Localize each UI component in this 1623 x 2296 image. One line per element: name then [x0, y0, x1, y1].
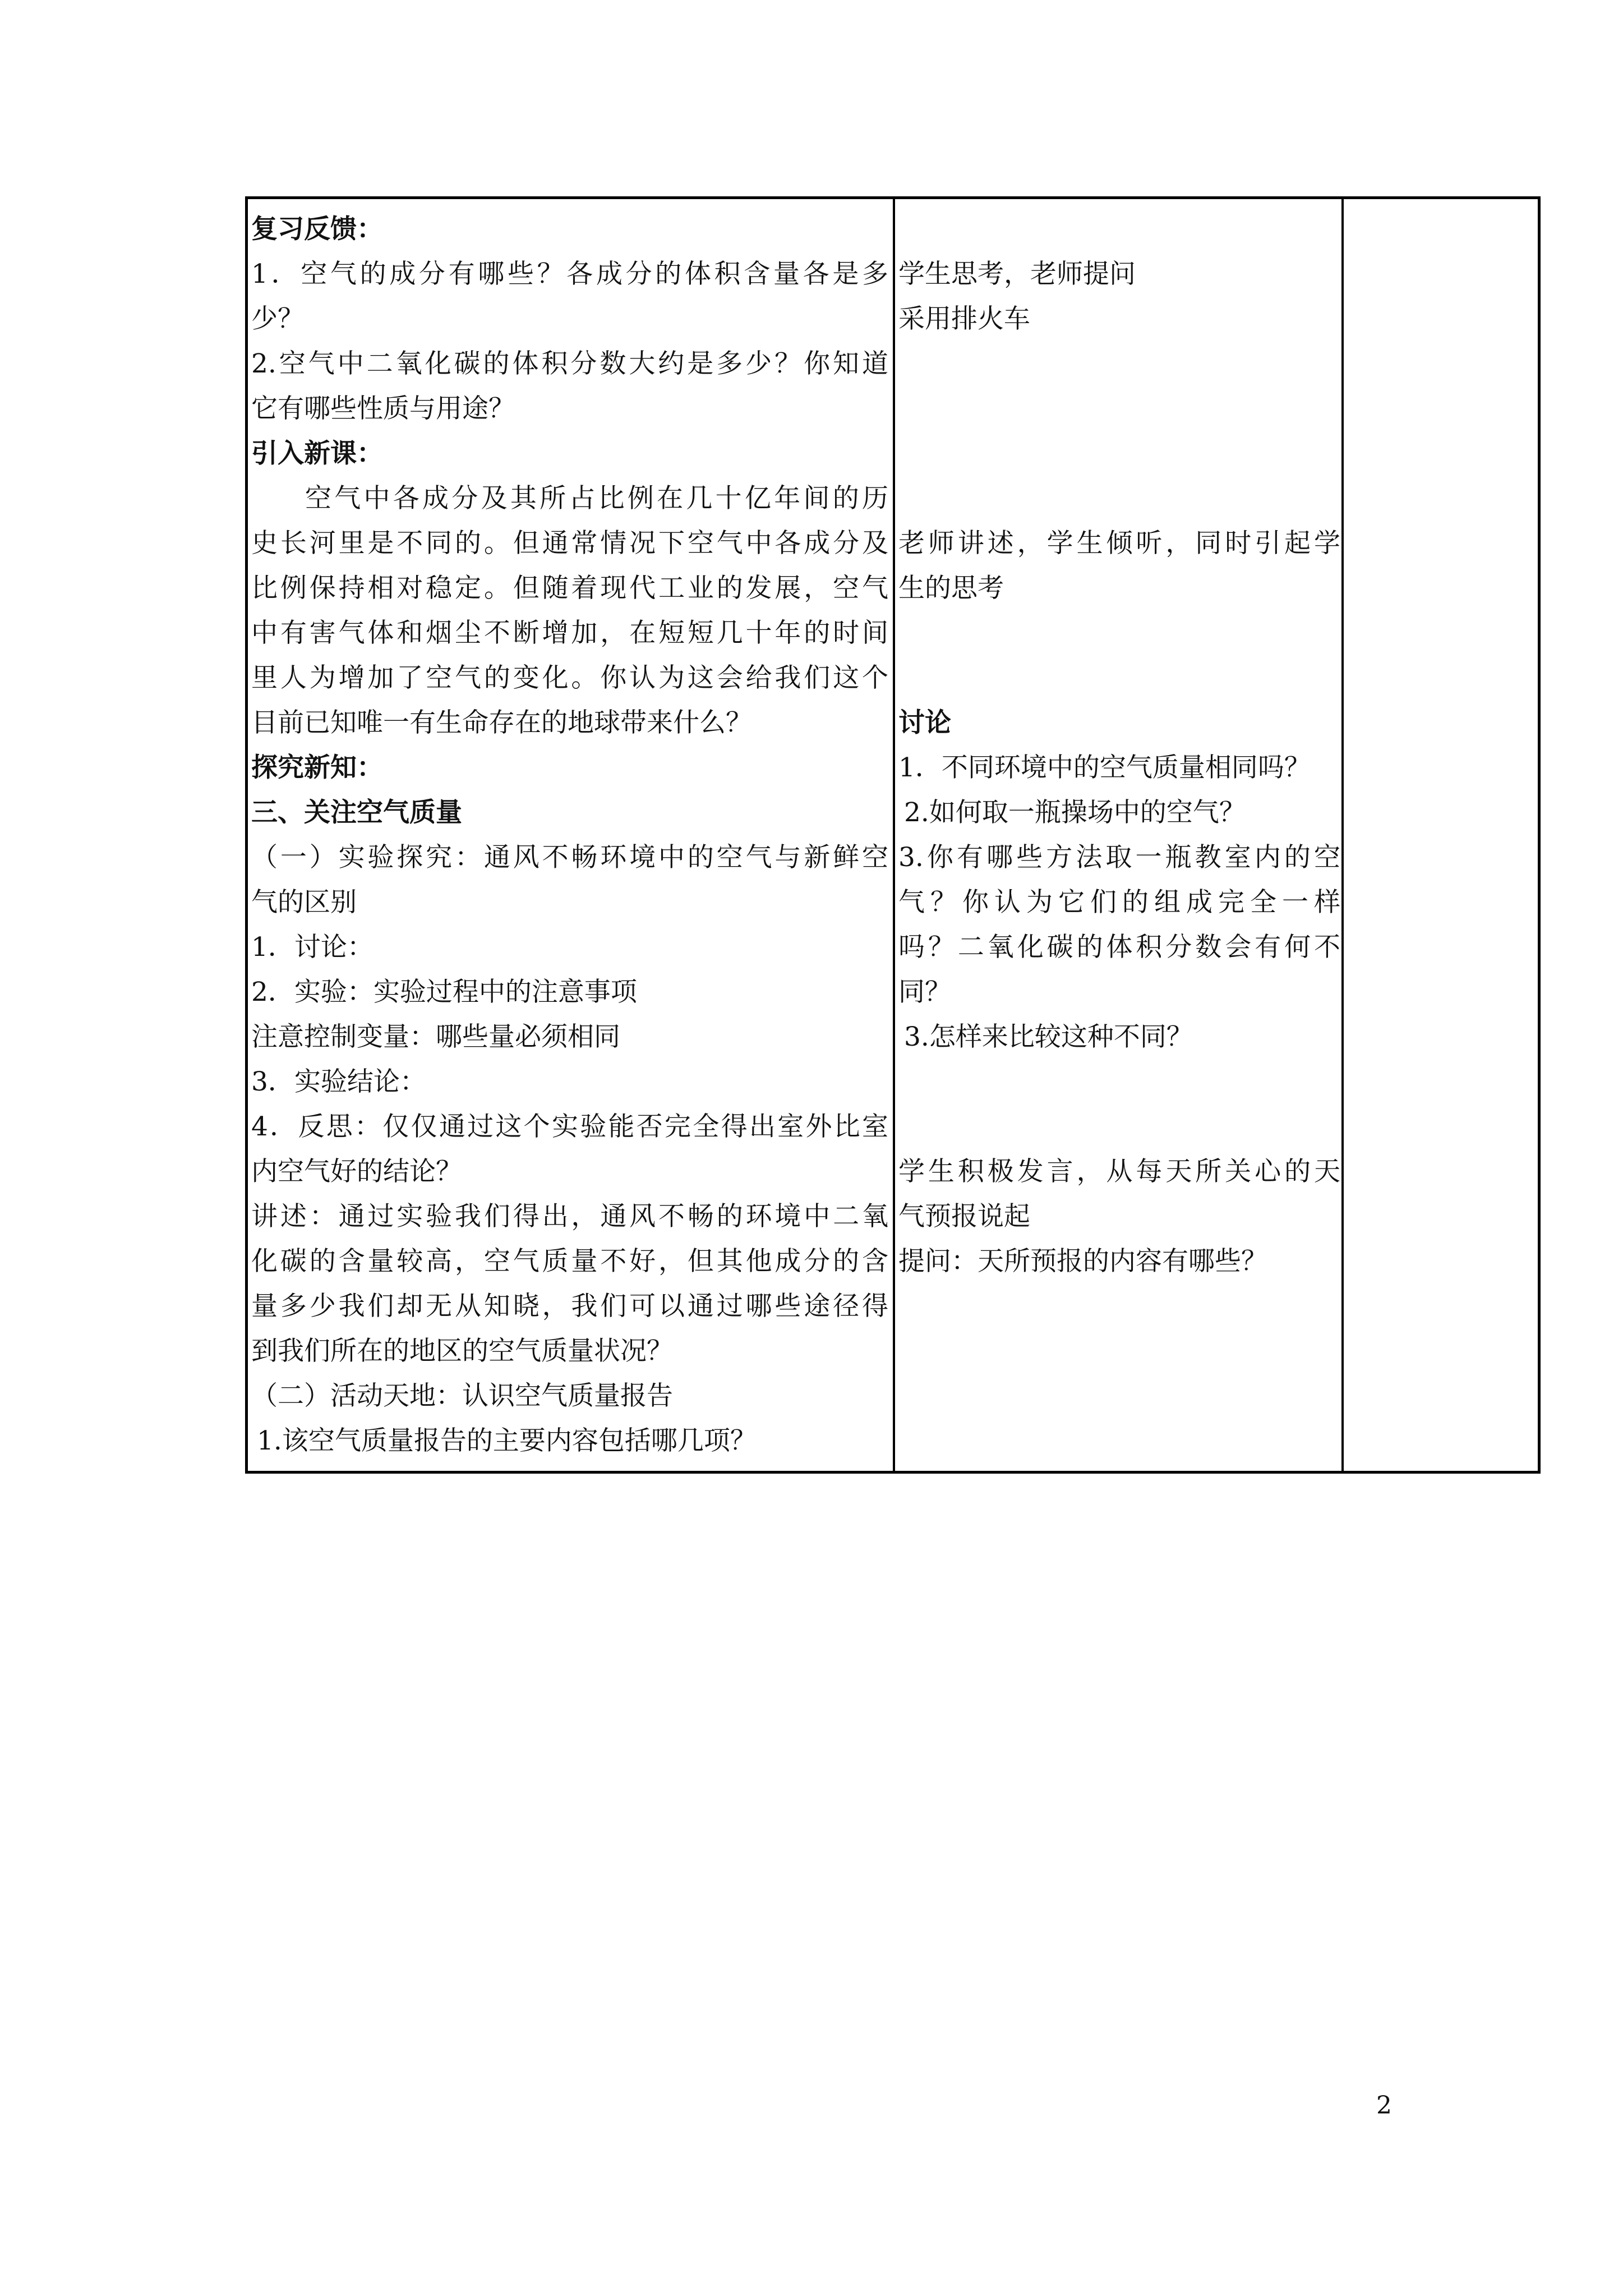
col2-line: 3.怎样来比较这种不同？: [904, 1022, 1193, 1052]
col1-line: 气的区别: [251, 887, 357, 918]
col2-line: 气？你认为它们的组成完全一样: [898, 887, 1340, 918]
col2-line: [898, 386, 1340, 431]
col2-line: 2.如何取一瓶操场中的空气？: [904, 797, 1246, 828]
col1-line: 3．实验结论：: [251, 1066, 426, 1097]
col2-line: 学生积极发言，从每天所关心的天: [898, 1156, 1340, 1187]
col2-line: 采用排火车: [898, 303, 1030, 334]
col1-line: 量多少我们却无从知晓，我们可以通过哪些途径得: [251, 1291, 888, 1322]
col2-line: 讨论: [898, 707, 951, 738]
col2-line: [898, 1105, 1340, 1149]
col1-line: 中有害气体和烟尘不断增加，在短短几十年的时间: [251, 618, 888, 648]
col1-line: 注意控制变量：哪些量必须相同: [251, 1022, 620, 1052]
col2-line: [898, 207, 1340, 252]
col2-line: 3.你有哪些方法取一瓶教室内的空: [898, 842, 1340, 873]
col1-line: 目前已知唯一有生命存在的地球带来什么？: [251, 707, 752, 738]
col2-line: 气预报说起: [898, 1201, 1030, 1232]
col1-line: 史长河里是不同的。但通常情况下空气中各成分及: [251, 528, 888, 559]
col2-line: 吗？二氧化碳的体积分数会有何不: [898, 932, 1340, 963]
col1-line: 到我们所在的地区的空气质量状况？: [251, 1336, 673, 1366]
col1-line: 讲述：通过实验我们得出，通风不畅的环境中二氧: [251, 1201, 888, 1232]
col1-line: （一）实验探究：通风不畅环境中的空气与新鲜空: [251, 842, 888, 873]
column-divider-2: [1341, 199, 1344, 1471]
col1-line: 1．空气的成分有哪些？各成分的体积含量各是多: [251, 259, 888, 289]
col1-line: 探究新知：: [251, 752, 383, 783]
col1-line: 1．讨论：: [251, 932, 374, 963]
teacher-student-activity-column: [895, 199, 1344, 1284]
col1-line: 2．实验：实验过程中的注意事项: [251, 977, 637, 1007]
lesson-plan-table: [245, 196, 1541, 1474]
col2-line: 提问：天所预报的内容有哪些？: [898, 1246, 1267, 1277]
page-number: 2: [1376, 2091, 1392, 2120]
col1-line: 空气中各成分及其所占比例在几十亿年间的历: [305, 483, 888, 514]
col1-line: 2.空气中二氧化碳的体积分数大约是多少？你知道: [251, 348, 888, 379]
col1-line: 1.该空气质量报告的主要内容包括哪几项？: [257, 1425, 757, 1456]
col1-line: 它有哪些性质与用途？: [251, 393, 515, 424]
col1-line: 化碳的含量较高，空气质量不好，但其他成分的含: [251, 1246, 888, 1277]
teaching-content-column: [248, 199, 893, 1464]
col2-line: [898, 1060, 1340, 1105]
col2-line: 生的思考: [898, 573, 1004, 604]
col1-line: 里人为增加了空气的变化。你认为这会给我们这个: [251, 662, 888, 693]
col2-line: 1．不同环境中的空气质量相同吗？: [898, 752, 1311, 783]
col2-line: [898, 656, 1340, 701]
col2-line: [898, 431, 1340, 476]
col1-line: 比例保持相对稳定。但随着现代工业的发展，空气: [251, 573, 888, 604]
col1-line: 内空气好的结论？: [251, 1156, 462, 1187]
col1-line: （二）活动天地：认识空气质量报告: [251, 1381, 673, 1411]
col1-line: 引入新课：: [251, 438, 383, 469]
col1-line: 复习反馈：: [251, 214, 383, 245]
col2-line: [898, 476, 1340, 521]
col2-line: 同？: [898, 977, 951, 1007]
col1-line: 少？: [251, 303, 304, 334]
col2-line: 老师讲述，学生倾听，同时引起学: [898, 528, 1340, 559]
col2-line: 学生思考，老师提问: [898, 259, 1136, 289]
col2-line: [898, 342, 1340, 386]
col1-line: 三、关注空气质量: [251, 797, 462, 828]
col1-line: 4．反思：仅仅通过这个实验能否完全得出室外比室: [251, 1111, 888, 1142]
col2-line: [898, 611, 1340, 656]
